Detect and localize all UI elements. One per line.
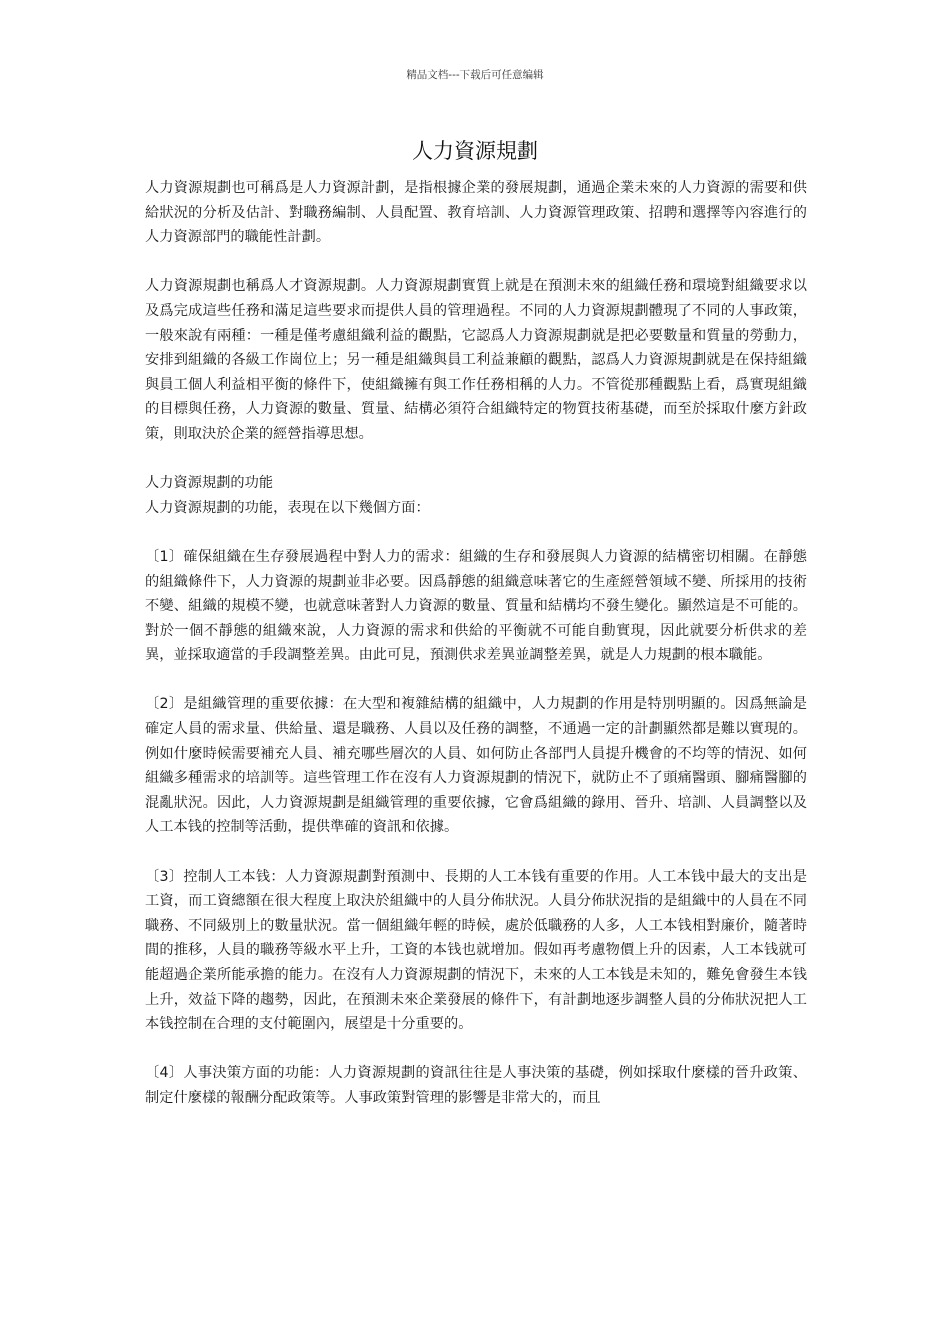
paragraph-spacer — [145, 520, 807, 545]
paragraph-spacer — [145, 250, 807, 275]
paragraph-function-4: 〔4〕人事決策方面的功能：人力資源規劃的資訊往往是人事決策的基礎，例如採取什麼樣的晉升政策、制定什麼樣的報酬分配政策等。人事政策對管理的影響是非常大的，而且 — [145, 1065, 807, 1106]
document-title: 人力資源規劃 — [412, 139, 538, 163]
section-heading-functions: 人力資源規劃的功能 — [145, 475, 274, 492]
paragraph-spacer — [145, 447, 807, 472]
paragraph-function-1: 〔1〕確保組織在生存發展過程中對人力的需求：組織的生存和發展與人力資源的結構密切相關。在靜態的組織條件下，人力資源的規劃並非必要。因爲靜態的組織意味著它的生產經營領域不變、所採用的技術不變、組織的規模不變，也就意味著對人力資源的數量、質量和結構均不發生變化。顯然這是不可能的。對於一個不靜態的組織來說，人力資源的需求和供給的平衡就不可能自動實現，因此就要分析供求的差異，並採取適當的手段調整差異。由此可見，預測供求差異並調整差異，就是人力規劃的根本職能。 — [145, 548, 807, 664]
page-header-note: 精品文档---下载后可任意编辑 — [406, 69, 544, 81]
paragraph-function-3: 〔3〕控制人工本钱：人力資源規劃對預測中、長期的人工本钱有重要的作用。人工本钱中最大的支出是工資，而工資總額在很大程度上取決於組織中的人員分佈狀況。人員分佈狀況指的是組織中的人員在不同職務、不同級別上的數量狀況。當一個組織年輕的時候，處於低職務的人多，人工本钱相對廉价，隨著時間的推移，人員的職務等級水平上升，工資的本钱也就增加。假如再考慮物價上升的因素，人工本钱就可能超過企業所能承擔的能力。在沒有人力資源規劃的情況下，未來的人工本钱是未知的，難免會發生本钱上升，效益下降的趨勢，因此，在預測未來企業發展的條件下，有計劃地逐步調整人員的分佈狀況把人工本钱控制在合理的支付範圍內，展望是十分重要的。 — [145, 868, 807, 1033]
paragraph-definition: 人力資源規劃也可稱爲是人力資源計劃，是指根據企業的發展規劃，通過企業未來的人力資源的需要和供給狀況的分析及估計、對職務編制、人員配置、教育培訓、人力資源管理政策、招聘和選擇等內容進行的人力資源部門的職能性計劃。 — [145, 180, 807, 246]
paragraph-spacer — [145, 840, 807, 865]
document-body — [145, 176, 807, 1111]
paragraph-functions-intro: 人力資源規劃的功能，表現在以下幾個方面： — [145, 499, 430, 516]
paragraph-spacer — [145, 1037, 807, 1062]
paragraph-spacer — [145, 668, 807, 693]
paragraph-overview: 人力資源規劃也稱爲人才資源規劃。人力資源規劃實質上就是在預測未來的組織任務和環境對組織要求以及爲完成這些任務和滿足這些要求而提供人員的管理過程。不同的人力資源規劃體現了不同的人事政策，一般來說有兩種：一種是僅考慮組織利益的觀點，它認爲人力資源規劃就是把必要數量和質量的勞動力，安排到組織的各級工作崗位上；另一種是組織與員工利益兼顧的觀點，認爲人力資源規劃就是在保持組織與員工個人利益相平衡的條件下，使組織擁有與工作任務相稱的人力。不管從那種觀點上看，爲實現組織的目標與任務，人力資源的數量、質量、結構必須符合組織特定的物質技術基礎，而至於採取什麼方針政策，則取決於企業的經營指導思想。 — [145, 278, 807, 442]
paragraph-function-2: 〔2〕是組織管理的重要依據：在大型和複雜結構的組織中，人力規劃的作用是特別明顯的。因爲無論是確定人員的需求量、供給量、還是職務、人員以及任務的調整，不通過一定的計劃顯然都是難以實現的。例如什麼時候需要補充人員、補充哪些層次的人員、如何防止各部門人員提升機會的不均等的情況、如何組織多種需求的培訓等。這些管理工作在沒有人力資源規劃的情況下，就防止不了頭痛醫頭、腳痛醫腳的混亂狀況。因此，人力資源規劃是組織管理的重要依據，它會爲組織的錄用、晉升、培訓、人員調整以及人工本钱的控制等活動，提供準確的資訊和依據。 — [145, 696, 807, 836]
